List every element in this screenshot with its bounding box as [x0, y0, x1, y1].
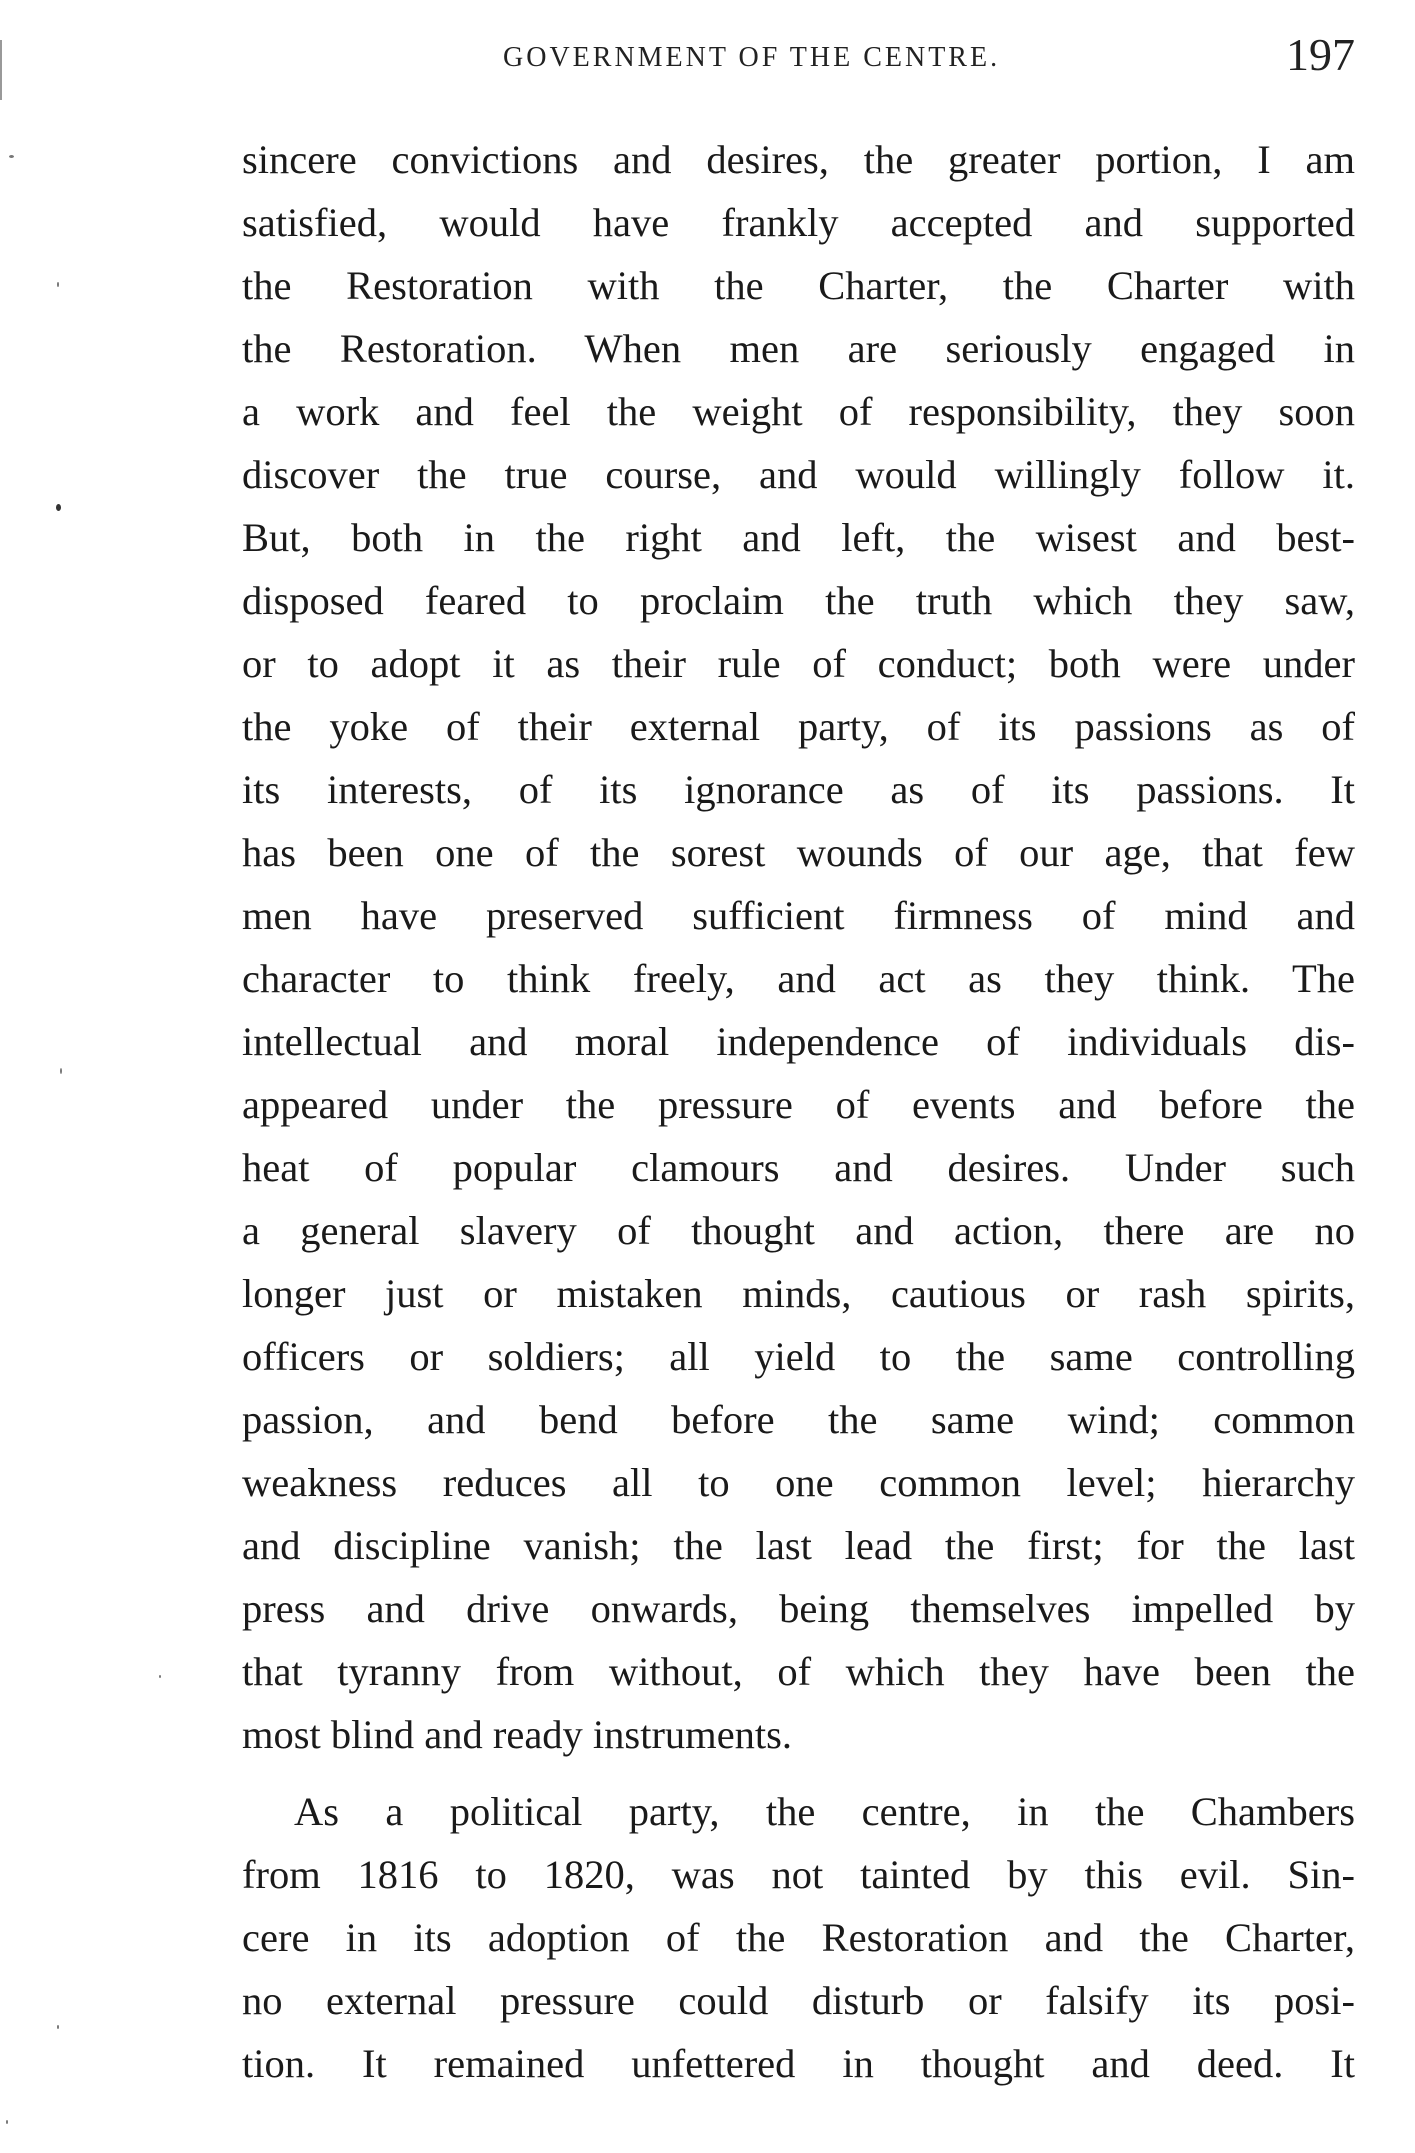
scan-speck: [56, 504, 61, 511]
scan-speck: [6, 2120, 8, 2124]
text-line: officers or soldiers; all yield to the same controlling: [242, 1334, 1355, 1379]
text-line: tion. It remained unfettered in thought and deed. It: [242, 2041, 1355, 2086]
text-line: heat of popular clamours and desires. Under such: [242, 1145, 1355, 1190]
scan-speck: [0, 40, 2, 100]
paragraph-gap: [242, 1766, 1355, 1780]
text-line: men have preserved sufficient firmness of mind and: [242, 893, 1355, 938]
scan-speck: [9, 155, 14, 158]
text-line: weakness reduces all to one common level; hierarchy: [242, 1460, 1355, 1505]
text-line: passion, and bend before the same wind; common: [242, 1397, 1355, 1442]
text-line: sincere convictions and desires, the greater portion, I am: [242, 137, 1355, 182]
body-text: [242, 128, 1355, 2095]
text-line: intellectual and moral independence of individuals dis-: [242, 1019, 1355, 1064]
text-line: cere in its adoption of the Restoration and the Charter,: [242, 1915, 1355, 1960]
text-line: its interests, of its ignorance as of its passions. It: [242, 767, 1355, 812]
paragraph: [242, 128, 1355, 1766]
text-line: press and drive onwards, being themselves impelled by: [242, 1586, 1355, 1631]
scan-speck: [159, 1675, 161, 1678]
text-line: But, both in the right and left, the wisest and best-: [242, 515, 1355, 560]
text-line: disposed feared to proclaim the truth which they saw,: [242, 578, 1355, 623]
text-line: no external pressure could disturb or falsify its posi-: [242, 1978, 1355, 2023]
text-line: a general slavery of thought and action, there are no: [242, 1208, 1355, 1253]
text-line: the Restoration with the Charter, the Charter with: [242, 263, 1355, 308]
running-head: [240, 28, 1355, 88]
text-line: or to adopt it as their rule of conduct; both were under: [242, 641, 1355, 686]
text-line: the Restoration. When men are seriously engaged in: [242, 326, 1355, 371]
scan-speck: [60, 1068, 62, 1074]
text-line: a work and feel the weight of responsibility, they soon: [242, 389, 1355, 434]
text-line: discover the true course, and would willingly follow it.: [242, 452, 1355, 497]
running-title: GOVERNMENT OF THE CENTRE.: [503, 42, 1001, 73]
page-number: 197: [1286, 29, 1355, 80]
scan-speck: [57, 282, 59, 287]
text-line: satisfied, would have frankly accepted and supported: [242, 200, 1355, 245]
text-line: character to think freely, and act as they think. The: [242, 956, 1355, 1001]
text-line: As a political party, the centre, in the Chambers: [294, 1789, 1355, 1834]
text-line: longer just or mistaken minds, cautious or rash spirits,: [242, 1271, 1355, 1316]
text-line: appeared under the pressure of events and before the: [242, 1082, 1355, 1127]
text-line: from 1816 to 1820, was not tainted by this evil. Sin-: [242, 1852, 1355, 1897]
text-line: and discipline vanish; the last lead the first; for the last: [242, 1523, 1355, 1568]
scan-speck: [57, 2025, 59, 2029]
text-line: that tyranny from without, of which they have been the: [242, 1649, 1355, 1694]
text-line: has been one of the sorest wounds of our age, that few: [242, 830, 1355, 875]
text-line: most blind and ready instruments.: [242, 1712, 793, 1757]
paragraph: [242, 1780, 1355, 2095]
text-line: the yoke of their external party, of its passions as of: [242, 704, 1355, 749]
